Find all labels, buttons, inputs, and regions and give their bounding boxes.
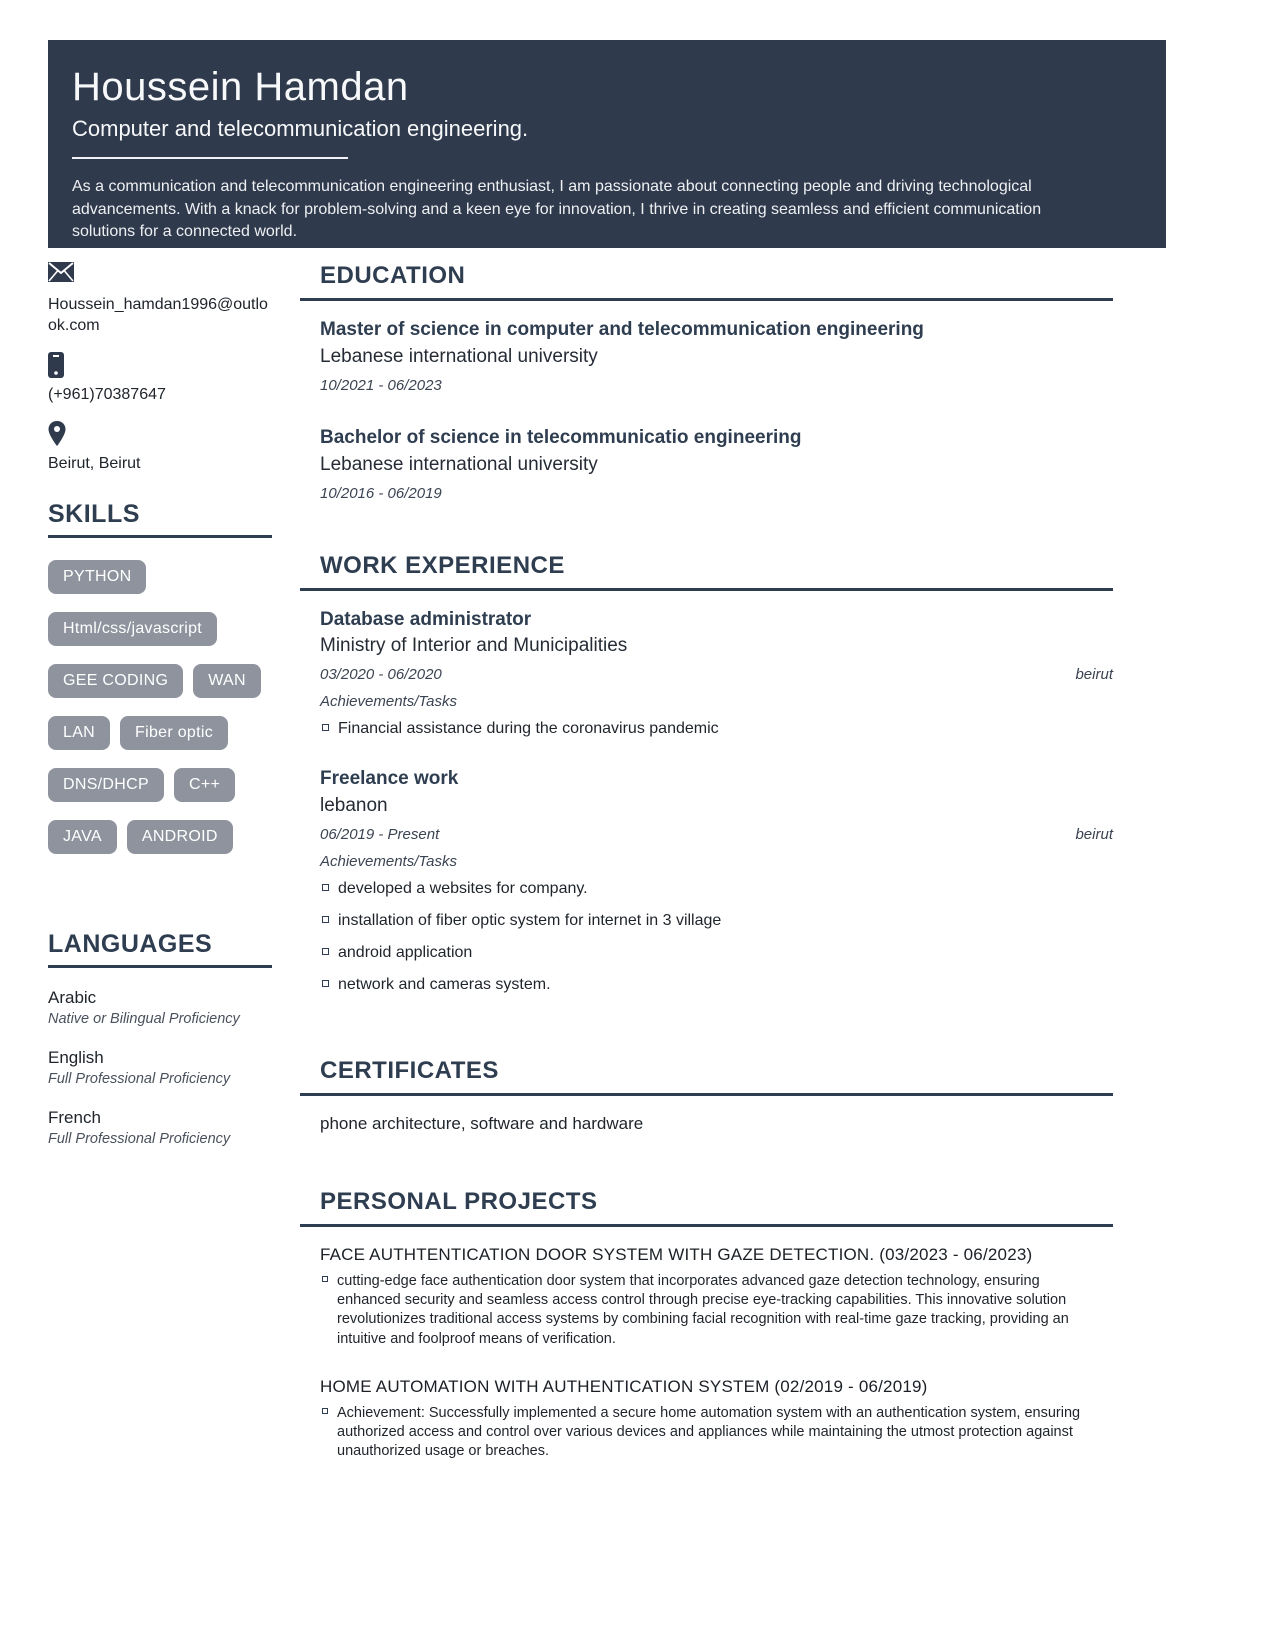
work-section-title: WORK EXPERIENCE	[320, 551, 565, 579]
skill-pill: ANDROID	[127, 820, 233, 854]
language-level: Native or Bilingual Proficiency	[48, 1011, 240, 1028]
bullet-square-icon	[322, 948, 329, 955]
job-role: Database administrator	[320, 608, 532, 630]
bullet-square-icon	[322, 884, 329, 891]
header-banner	[48, 40, 1166, 248]
language-name: English	[48, 1048, 104, 1068]
employer-name: lebanon	[320, 795, 388, 817]
task-item	[320, 879, 1113, 899]
certificates-section-title: CERTIFICATES	[320, 1057, 499, 1085]
section-divider	[300, 1093, 1113, 1096]
language-name: Arabic	[48, 988, 97, 1008]
email-text: Houssein_hamdan1996@outlook.com	[48, 296, 268, 335]
projects-section-title: PERSONAL PROJECTS	[320, 1188, 598, 1216]
date-range: 06/2019 - Present	[320, 826, 440, 844]
project-item	[320, 1245, 1113, 1349]
skill-pill: WAN	[193, 664, 261, 698]
project-title: HOME AUTOMATION WITH AUTHENTICATION SYSTEM (02/2019 - 06/2019)	[320, 1376, 928, 1396]
education-section	[320, 262, 1113, 502]
languages-section	[48, 930, 272, 1147]
school-name: Lebanese international university	[320, 345, 598, 367]
phone-text: (+961)70387647	[48, 386, 166, 404]
email-icon	[48, 262, 272, 288]
certificates-section	[320, 1057, 1113, 1134]
date-range: 10/2016 - 06/2019	[320, 484, 442, 502]
degree-title: Master of science in computer and telecommunication engineering	[320, 319, 924, 340]
skills-list	[48, 560, 272, 872]
skill-pill: LAN	[48, 716, 110, 750]
dates-row	[320, 826, 1113, 843]
section-divider	[300, 298, 1113, 301]
phone-icon	[48, 352, 272, 378]
section-divider	[300, 588, 1113, 591]
section-divider	[300, 1224, 1113, 1227]
language-level: Full Professional Proficiency	[48, 1071, 231, 1088]
task-text: developed a websites for company.	[338, 880, 588, 898]
main-column	[320, 262, 1113, 1489]
school-name: Lebanese international university	[320, 453, 598, 475]
education-item	[320, 319, 1113, 394]
skill-pill: Html/css/javascript	[48, 612, 217, 646]
task-text: network and cameras system.	[338, 976, 551, 994]
person-name: Houssein Hamdan	[72, 65, 409, 109]
task-text: android application	[338, 944, 473, 962]
languages-list	[48, 988, 272, 1147]
dates-row	[320, 377, 1113, 394]
skill-pill: PYTHON	[48, 560, 146, 594]
project-description	[320, 1404, 1113, 1461]
date-range: 03/2020 - 06/2020	[320, 666, 442, 684]
education-item	[320, 427, 1113, 502]
contact-location	[48, 421, 272, 474]
work-experience-section	[320, 552, 1113, 996]
skills-section	[48, 500, 272, 872]
language-level: Full Professional Proficiency	[48, 1131, 231, 1148]
skill-pill: JAVA	[48, 820, 117, 854]
header-divider	[72, 157, 348, 159]
skill-pill: GEE CODING	[48, 664, 183, 698]
tasks-label: Achievements/Tasks	[320, 693, 458, 711]
sidebar	[48, 262, 272, 1168]
job-role: Freelance work	[320, 768, 459, 790]
contact-phone	[48, 352, 272, 405]
skill-pill: Fiber optic	[120, 716, 228, 750]
bullet-square-icon	[322, 1408, 328, 1414]
work-item	[320, 609, 1113, 740]
employer-name: Ministry of Interior and Municipalities	[320, 635, 628, 657]
work-item	[320, 768, 1113, 995]
task-item	[320, 975, 1113, 995]
job-location: beirut	[1075, 826, 1113, 844]
bullet-square-icon	[322, 980, 329, 987]
job-location: beirut	[1075, 666, 1113, 684]
personal-projects-section	[320, 1188, 1113, 1461]
person-job-title: Computer and telecommunication engineering.	[72, 116, 529, 141]
skill-pill: C++	[174, 768, 235, 802]
language-item	[48, 988, 272, 1027]
dates-row	[320, 485, 1113, 502]
contact-email	[48, 262, 272, 336]
language-item	[48, 1048, 272, 1087]
language-name: French	[48, 1108, 101, 1128]
bullet-square-icon	[322, 916, 329, 923]
degree-title: Bachelor of science in telecommunicatio engineering	[320, 426, 802, 448]
project-description-text: cutting-edge face authentication door system that incorporates advanced gaze detection technology, ensuring enhanced security and seamless access control through precise eye-tracking capabilities. This innovative solution revolutionizes traditional access systems by combining facial recognition with real-time gaze tracking, providing an intuitive and foolproof means of verification.	[337, 1273, 1069, 1347]
education-section-title: EDUCATION	[320, 262, 466, 289]
certificate-item: phone architecture, software and hardware	[320, 1114, 644, 1134]
task-list	[320, 879, 1113, 995]
date-range: 10/2021 - 06/2023	[320, 376, 442, 394]
location-pin-icon	[48, 421, 272, 447]
bullet-square-icon	[322, 724, 329, 731]
task-text: Financial assistance during the coronavirus pandemic	[338, 720, 719, 738]
task-item	[320, 719, 1113, 739]
project-item	[320, 1377, 1113, 1461]
bullet-square-icon	[322, 1276, 328, 1282]
dates-row	[320, 666, 1113, 683]
tasks-label: Achievements/Tasks	[320, 853, 458, 871]
project-description	[320, 1272, 1113, 1349]
skill-pill: DNS/DHCP	[48, 768, 164, 802]
task-text: installation of fiber optic system for internet in 3 village	[338, 912, 722, 930]
skills-section-title: SKILLS	[48, 500, 272, 538]
project-description-text: Achievement: Successfully implemented a secure home automation system with an authentication system, ensuring authorized access and control over various devices and appliances while maintaining the utmost protection against unauthorized usage or breaches.	[337, 1404, 1081, 1459]
task-list	[320, 719, 1113, 739]
task-item	[320, 943, 1113, 963]
project-title: FACE AUTHTENTICATION DOOR SYSTEM WITH GAZE DETECTION. (03/2023 - 06/2023)	[320, 1245, 1033, 1265]
location-text: Beirut, Beirut	[48, 455, 141, 473]
task-item	[320, 911, 1113, 931]
language-item	[48, 1108, 272, 1147]
profile-summary: As a communication and telecommunication engineering enthusiast, I am passionate about connecting people and driving technological advancements. With a knack for problem-solving and a keen eye for innovation, I thrive in creating seamless and efficient communication solutions for a connected world.	[72, 178, 1042, 241]
languages-section-title: LANGUAGES	[48, 930, 272, 968]
